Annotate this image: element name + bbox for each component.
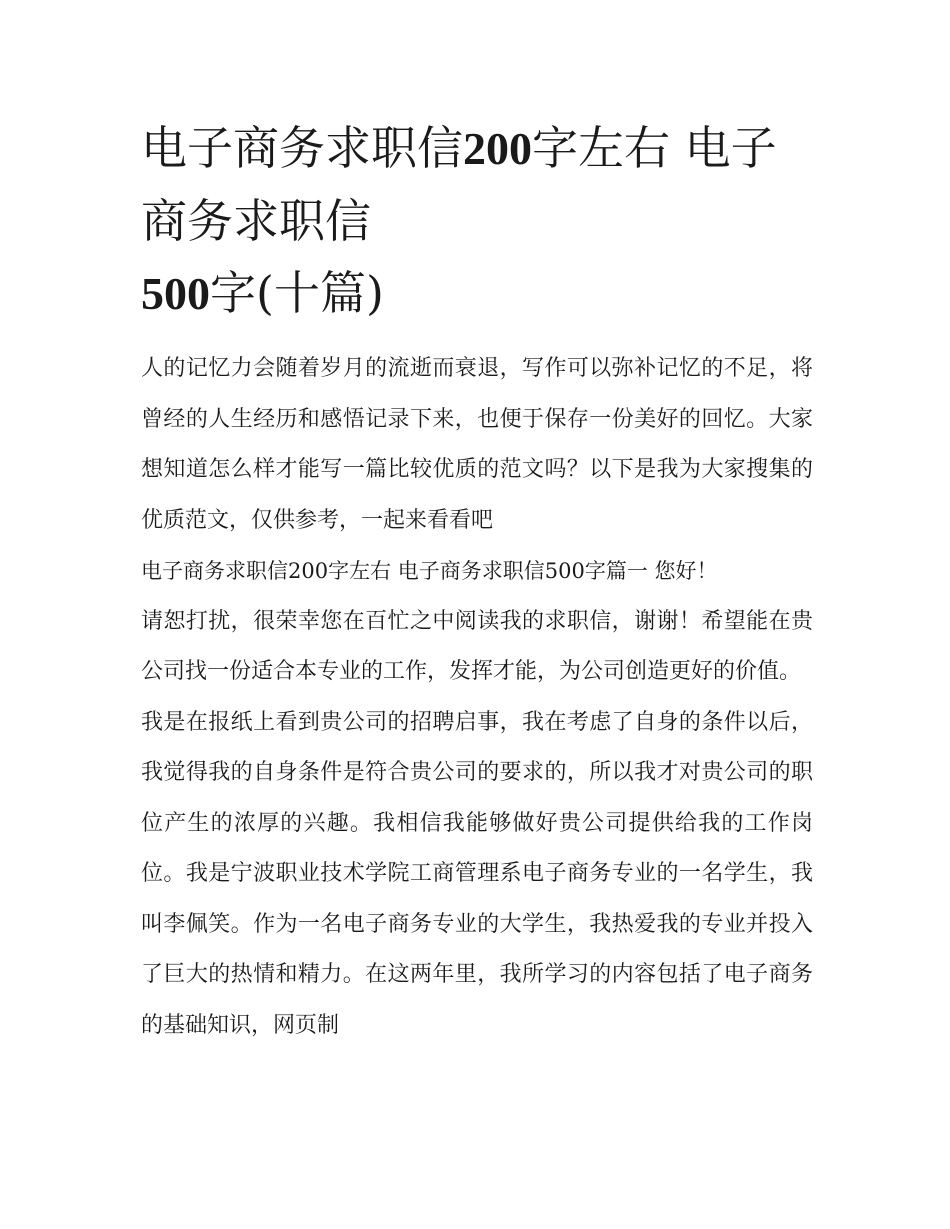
document-title: [141, 112, 813, 330]
section-heading-paragraph: 电子商务求职信200字左右 电子商务求职信500字篇一 您好！: [141, 559, 718, 583]
title-number-1: 200: [463, 123, 532, 174]
document-page: [141, 112, 813, 1051]
intro-paragraph: 人的记忆力会随着岁月的流逝而衰退，写作可以弥补记忆的不足，将曾经的人生经历和感悟记录下来，也便于保存一份美好的回忆。大家想知道怎么样才能写一篇比较优质的范文吗？以下是我为大家搜集的优质范文，仅供参考，一起来看看吧: [141, 356, 813, 533]
title-part-3: 字(十篇): [210, 266, 384, 320]
body-paragraph: 我是在报纸上看到贵公司的招聘启事，我在考虑了自身的条件以后，我觉得我的自身条件是符合贵公司的要求的，所以我才对贵公司的职位产生的浓厚的兴趣。我相信我能够做好贵公司提供给我的工作岗位。我是宁波职业技术学院工商管理系电子商务专业的一名学生，我叫李佩笑。作为一名电子商务专业的大学生，我热爱我的专业并投入了巨大的热情和精力。在这两年里，我所学习的内容包括了电子商务的基础知识，网页制: [141, 709, 813, 1038]
title-part-2: 字左右 电子商务求职信: [141, 121, 777, 248]
document-body: [141, 344, 813, 1051]
title-number-2: 500: [141, 268, 210, 319]
title-part-1: 电子商务求职信: [141, 121, 463, 175]
greeting-paragraph: 请恕打扰，很荣幸您在百忙之中阅读我的求职信，谢谢！希望能在贵公司找一份适合本专业的工作，发挥才能，为公司创造更好的价值。: [141, 608, 813, 684]
